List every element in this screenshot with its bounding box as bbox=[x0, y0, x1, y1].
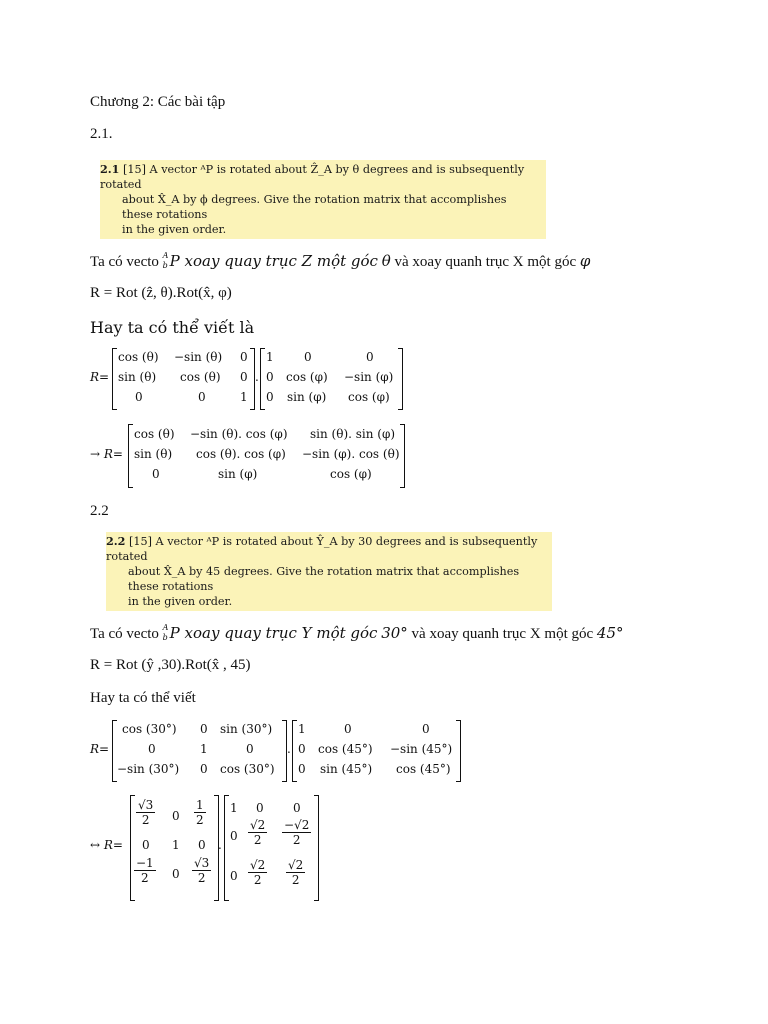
m3a-32: 0 bbox=[200, 762, 208, 776]
frame-superscript: A b bbox=[162, 250, 169, 270]
m3b-12: 0 bbox=[344, 722, 352, 736]
section-label-2-2: 2.2 bbox=[90, 503, 109, 519]
m4a-22: 1 bbox=[172, 838, 180, 852]
numerator: −1 bbox=[136, 856, 154, 870]
denominator: 2 bbox=[141, 813, 150, 827]
numerator: √2 bbox=[250, 818, 266, 832]
m1b-21: 0 bbox=[266, 370, 274, 384]
chapter-title: Chương 2: Các bài tập bbox=[90, 94, 226, 110]
m3b-13: 0 bbox=[422, 722, 430, 736]
denominator: 2 bbox=[196, 813, 204, 827]
m4b-31: 0 bbox=[230, 869, 238, 883]
m1a-12: −sin (θ) bbox=[174, 350, 223, 364]
m3b-21: 0 bbox=[298, 742, 306, 756]
problem-number: 2.2 bbox=[106, 534, 126, 548]
m3a-23: 0 bbox=[246, 742, 254, 756]
bracket-right bbox=[456, 720, 461, 782]
problem-number: 2.1 bbox=[100, 162, 120, 176]
sentence-2-1 bbox=[90, 252, 590, 271]
m3a-33: cos (30°) bbox=[220, 762, 275, 776]
matrix-equation-4 bbox=[90, 795, 330, 901]
bracket-left bbox=[224, 795, 229, 901]
lhs: R= bbox=[90, 742, 110, 756]
m1a-11: cos (θ) bbox=[118, 350, 159, 364]
denominator: 2 bbox=[141, 871, 149, 885]
m1b-23: −sin (φ) bbox=[344, 370, 394, 384]
m1b-13: 0 bbox=[366, 350, 374, 364]
m4b-21: 0 bbox=[230, 829, 238, 843]
problem-line-2: about X̂_A by ϕ degrees. Give the rotation matrix that accomplishes these rotations bbox=[122, 193, 507, 221]
denominator: 2 bbox=[253, 833, 262, 847]
write-heading-2-1: Hay ta có thể viết là bbox=[90, 318, 255, 337]
denominator: 2 bbox=[253, 873, 262, 887]
m4a-11 bbox=[136, 799, 155, 826]
m4a-13 bbox=[194, 799, 206, 826]
m4a-31 bbox=[134, 857, 156, 884]
text-b: P xoay quay trục Y một góc bbox=[169, 624, 378, 642]
m2-12: −sin (θ). cos (φ) bbox=[190, 427, 288, 441]
m2-21: sin (θ) bbox=[134, 447, 173, 461]
m1b-33: cos (φ) bbox=[348, 390, 390, 404]
bracket-right bbox=[400, 424, 405, 488]
m4a-33 bbox=[192, 857, 211, 884]
problem-line-3: in the given order. bbox=[122, 223, 227, 236]
angle-phi: φ bbox=[579, 252, 591, 270]
m1a-21: sin (θ) bbox=[118, 370, 157, 384]
numerator: −√2 bbox=[284, 818, 310, 832]
bracket-left bbox=[130, 795, 135, 901]
bracket-left bbox=[292, 720, 297, 782]
numerator: √2 bbox=[250, 858, 266, 872]
dot: . bbox=[255, 370, 259, 384]
m4a-23: 0 bbox=[198, 838, 206, 852]
denominator: 2 bbox=[197, 871, 206, 885]
m4a-21: 0 bbox=[142, 838, 150, 852]
m2-33: cos (φ) bbox=[330, 467, 372, 481]
m4b-23 bbox=[282, 819, 311, 846]
m1a-32: 0 bbox=[198, 390, 206, 404]
m1a-13: 0 bbox=[240, 350, 248, 364]
m3b-23: −sin (45°) bbox=[390, 742, 453, 756]
bracket-left bbox=[112, 348, 117, 410]
lhs: ↔ R= bbox=[90, 838, 123, 852]
m1a-22: cos (θ) bbox=[180, 370, 221, 384]
bracket-right bbox=[398, 348, 403, 410]
text-d: và xoay quanh trục X một góc bbox=[394, 254, 577, 270]
m4b-12: 0 bbox=[256, 801, 264, 815]
problem-2-2-highlight bbox=[106, 532, 552, 611]
frame-superscript: A b bbox=[162, 622, 169, 642]
m1b-32: sin (φ) bbox=[287, 390, 327, 404]
m3a-12: 0 bbox=[200, 722, 208, 736]
m3b-31: 0 bbox=[298, 762, 306, 776]
rotation-formula-2-1: R = Rot (ẑ, θ).Rot(x̂, φ) bbox=[90, 285, 232, 301]
numerator: √3 bbox=[138, 798, 154, 812]
matrix-equation-3 bbox=[90, 720, 470, 782]
m3a-11: cos (30°) bbox=[122, 722, 177, 736]
m1a-23: 0 bbox=[240, 370, 248, 384]
m1a-33: 1 bbox=[240, 390, 248, 404]
numerator: 1 bbox=[196, 798, 204, 812]
m3b-33: cos (45°) bbox=[396, 762, 451, 776]
m4a-12: 0 bbox=[172, 809, 180, 823]
m1b-11: 1 bbox=[266, 350, 274, 364]
numerator: √2 bbox=[288, 858, 304, 872]
m2-11: cos (θ) bbox=[134, 427, 175, 441]
matrix-equation-2 bbox=[90, 424, 420, 488]
m1b-12: 0 bbox=[304, 350, 312, 364]
bracket-right bbox=[314, 795, 319, 901]
m2-23: −sin (φ). cos (θ) bbox=[302, 447, 400, 461]
dot: . bbox=[287, 742, 291, 756]
bracket-left bbox=[128, 424, 133, 488]
m4b-33 bbox=[286, 859, 305, 886]
m3a-31: −sin (30°) bbox=[117, 762, 180, 776]
m3b-32: sin (45°) bbox=[320, 762, 373, 776]
matrix-equation-1 bbox=[90, 348, 420, 410]
section-label-2-1: 2.1. bbox=[90, 126, 113, 142]
angle-45: 45° bbox=[596, 624, 624, 642]
problem-line-1: [15] A vector ᴬP is rotated about Ŷ_A by 30 degrees and is subsequently rotated bbox=[106, 535, 538, 563]
m4b-32 bbox=[248, 859, 267, 886]
write-heading-2-2: Hay ta có thể viết bbox=[90, 690, 196, 706]
m2-32: sin (φ) bbox=[218, 467, 258, 481]
text-d: và xoay quanh trục X một góc bbox=[411, 626, 594, 642]
angle-30: 30° bbox=[381, 624, 408, 642]
denominator: 2 bbox=[292, 833, 301, 847]
text-b: P xoay quay trục Z một góc bbox=[169, 252, 378, 270]
dot: . bbox=[218, 838, 222, 852]
problem-line-2: about X̂_A by 45 degrees. Give the rotation matrix that accomplishes these rotations bbox=[128, 565, 520, 593]
numerator: √3 bbox=[194, 856, 210, 870]
m4a-32: 0 bbox=[172, 867, 180, 881]
m3b-22: cos (45°) bbox=[318, 742, 373, 756]
sentence-2-2 bbox=[90, 624, 624, 643]
m1b-22: cos (φ) bbox=[286, 370, 328, 384]
problem-line-1: [15] A vector ᴬP is rotated about Ẑ_A by θ degrees and is subsequently rotated bbox=[100, 163, 525, 191]
text-a: Ta có vecto bbox=[90, 254, 159, 270]
m2-22: cos (θ). cos (φ) bbox=[196, 447, 286, 461]
rotation-formula-2-2: R = Rot (ŷ ,30).Rot(x̂ , 45) bbox=[90, 657, 251, 673]
text-a: Ta có vecto bbox=[90, 626, 159, 642]
m4b-11: 1 bbox=[230, 801, 238, 815]
m3a-21: 0 bbox=[148, 742, 156, 756]
bracket-left bbox=[260, 348, 265, 410]
angle-theta: θ bbox=[381, 252, 391, 270]
m1b-31: 0 bbox=[266, 390, 274, 404]
problem-2-1-highlight bbox=[100, 160, 546, 239]
m3a-22: 1 bbox=[200, 742, 208, 756]
problem-line-3: in the given order. bbox=[128, 595, 233, 608]
lhs: → R= bbox=[90, 447, 123, 461]
m3b-11: 1 bbox=[298, 722, 306, 736]
m4b-13: 0 bbox=[293, 801, 301, 815]
m1a-31: 0 bbox=[135, 390, 143, 404]
m4b-22 bbox=[248, 819, 267, 846]
denominator: 2 bbox=[291, 873, 300, 887]
m3a-13: sin (30°) bbox=[220, 722, 273, 736]
m2-13: sin (θ). sin (φ) bbox=[310, 427, 396, 441]
lhs: R= bbox=[90, 370, 110, 384]
m2-31: 0 bbox=[152, 467, 160, 481]
